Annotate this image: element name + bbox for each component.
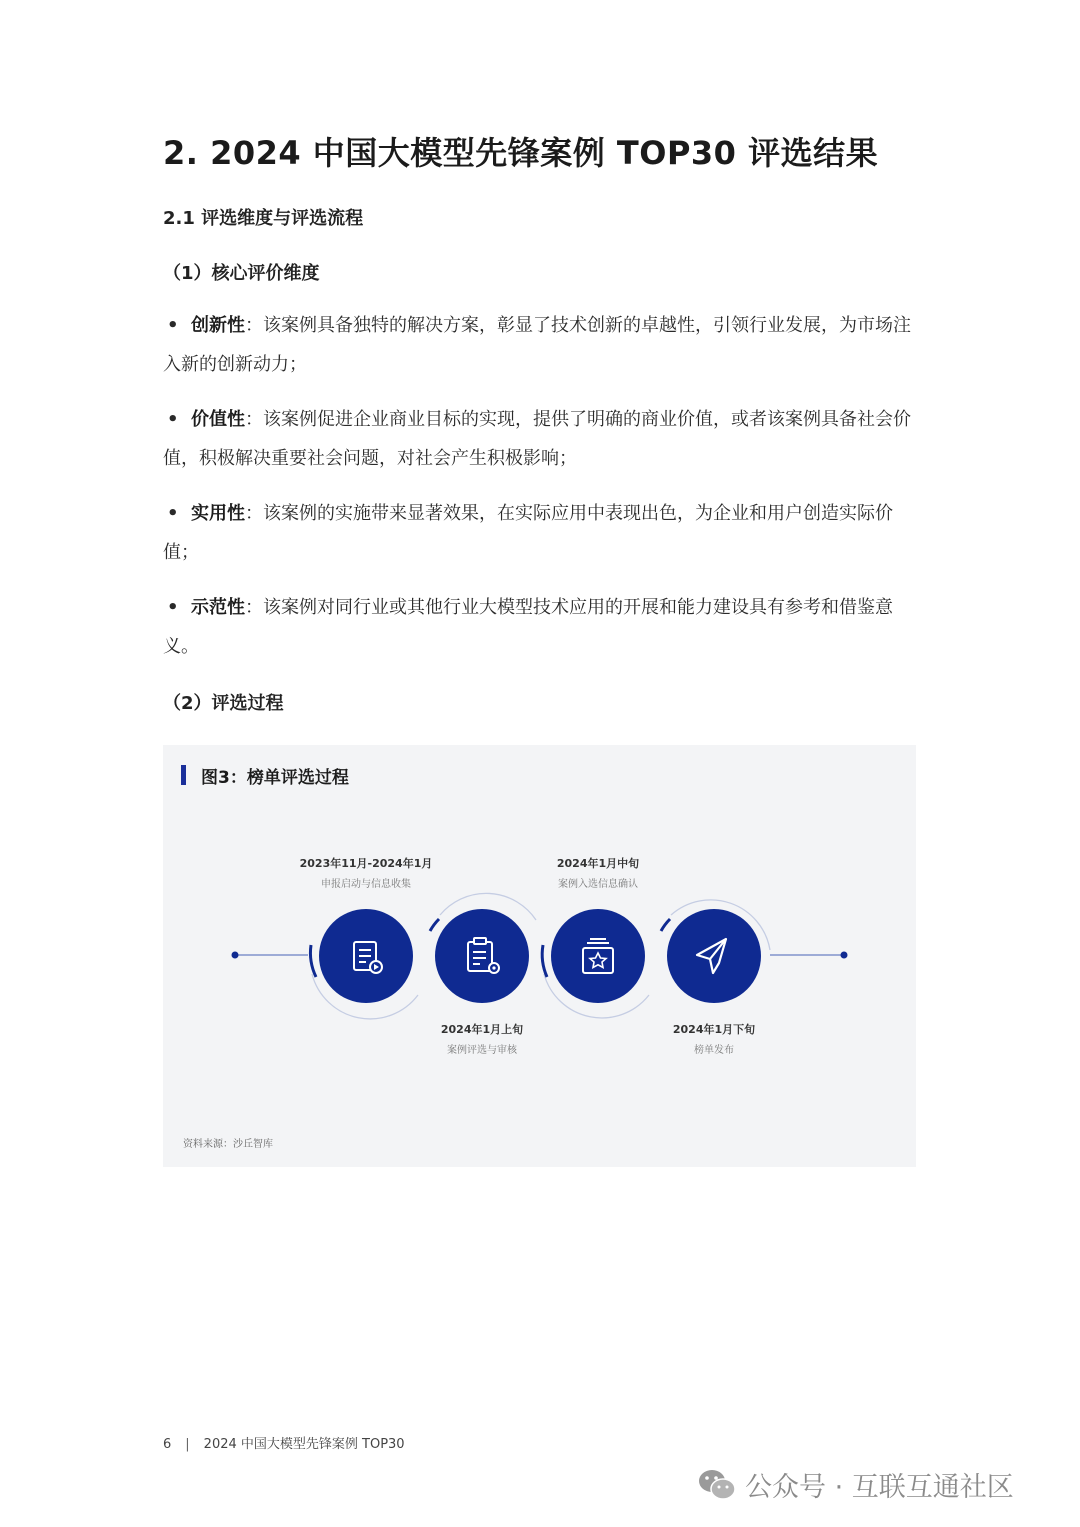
step-circle-3 — [551, 909, 645, 1003]
timeline-label-4 — [624, 1021, 804, 1056]
subsection-heading-dimensions: （1）核心评价维度 — [163, 263, 320, 284]
footer-separator: | — [185, 1437, 190, 1452]
bullet-item — [163, 400, 918, 478]
timeline-end-dot-right — [841, 952, 848, 959]
subsection-heading-process: （2）评选过程 — [163, 693, 284, 714]
timeline-graphic — [163, 745, 916, 1167]
bullet-dot: • — [167, 409, 179, 430]
bullet-dot: • — [167, 503, 179, 524]
wechat-icon — [697, 1468, 737, 1502]
step-date: 2024年1月下旬 — [672, 1023, 756, 1036]
watermark — [697, 1465, 1014, 1504]
page-footer — [163, 1433, 405, 1452]
process-figure — [163, 745, 916, 1167]
bullet-term: 示范性 — [191, 597, 245, 618]
step-circle-2 — [435, 909, 529, 1003]
bullet-text: ：该案例对同行业或其他行业大模型技术应用的开展和能力建设具有参考和借鉴意义。 — [163, 597, 893, 657]
step-circle-4 — [667, 909, 761, 1003]
bullet-term: 实用性 — [191, 503, 245, 524]
figure-title: 图3：榜单评选过程 — [201, 768, 349, 788]
timeline-end-dot-left — [232, 952, 239, 959]
step-desc: 申报启动与信息收集 — [321, 879, 411, 890]
bullet-item — [163, 306, 918, 384]
timeline-label-1 — [276, 855, 456, 890]
bullet-term: 价值性 — [191, 409, 245, 430]
bullet-item — [163, 588, 918, 666]
section-heading: 2.1 评选维度与评选流程 — [163, 208, 364, 229]
step-date: 2024年1月中旬 — [556, 857, 640, 870]
bullet-text: ：该案例促进企业商业目标的实现，提供了明确的商业价值，或者该案例具备社会价值，积极解决重要社会问题，对社会产生积极影响； — [163, 409, 911, 469]
timeline-label-2 — [392, 1021, 572, 1056]
watermark-text: 公众号 · 互联互通社区 — [745, 1472, 1014, 1503]
bullet-item — [163, 494, 918, 572]
bullet-text: ：该案例的实施带来显著效果，在实际应用中表现出色，为企业和用户创造实际价值； — [163, 503, 893, 563]
bullet-dot: • — [167, 597, 179, 618]
step-desc: 案例评选与审核 — [447, 1045, 517, 1056]
step-date: 2023年11月-2024年1月 — [299, 857, 433, 870]
page-title: 2. 2024 中国大模型先锋案例 TOP30 评选结果 — [163, 134, 879, 172]
bullet-text: ：该案例具备独特的解决方案，彰显了技术创新的卓越性，引领行业发展，为市场注入新的创新动力； — [163, 315, 911, 375]
bullet-dot: • — [167, 315, 179, 336]
step-date: 2024年1月上旬 — [440, 1023, 524, 1036]
footer-title: 2024 中国大模型先锋案例 TOP30 — [203, 1437, 405, 1452]
bullet-term: 创新性 — [191, 315, 245, 336]
figure-source: 资料来源：沙丘智库 — [183, 1139, 273, 1150]
timeline-label-3 — [508, 855, 688, 890]
step-desc: 案例入选信息确认 — [558, 879, 638, 890]
step-desc: 榜单发布 — [694, 1045, 734, 1056]
page-number: 6 — [163, 1437, 172, 1452]
